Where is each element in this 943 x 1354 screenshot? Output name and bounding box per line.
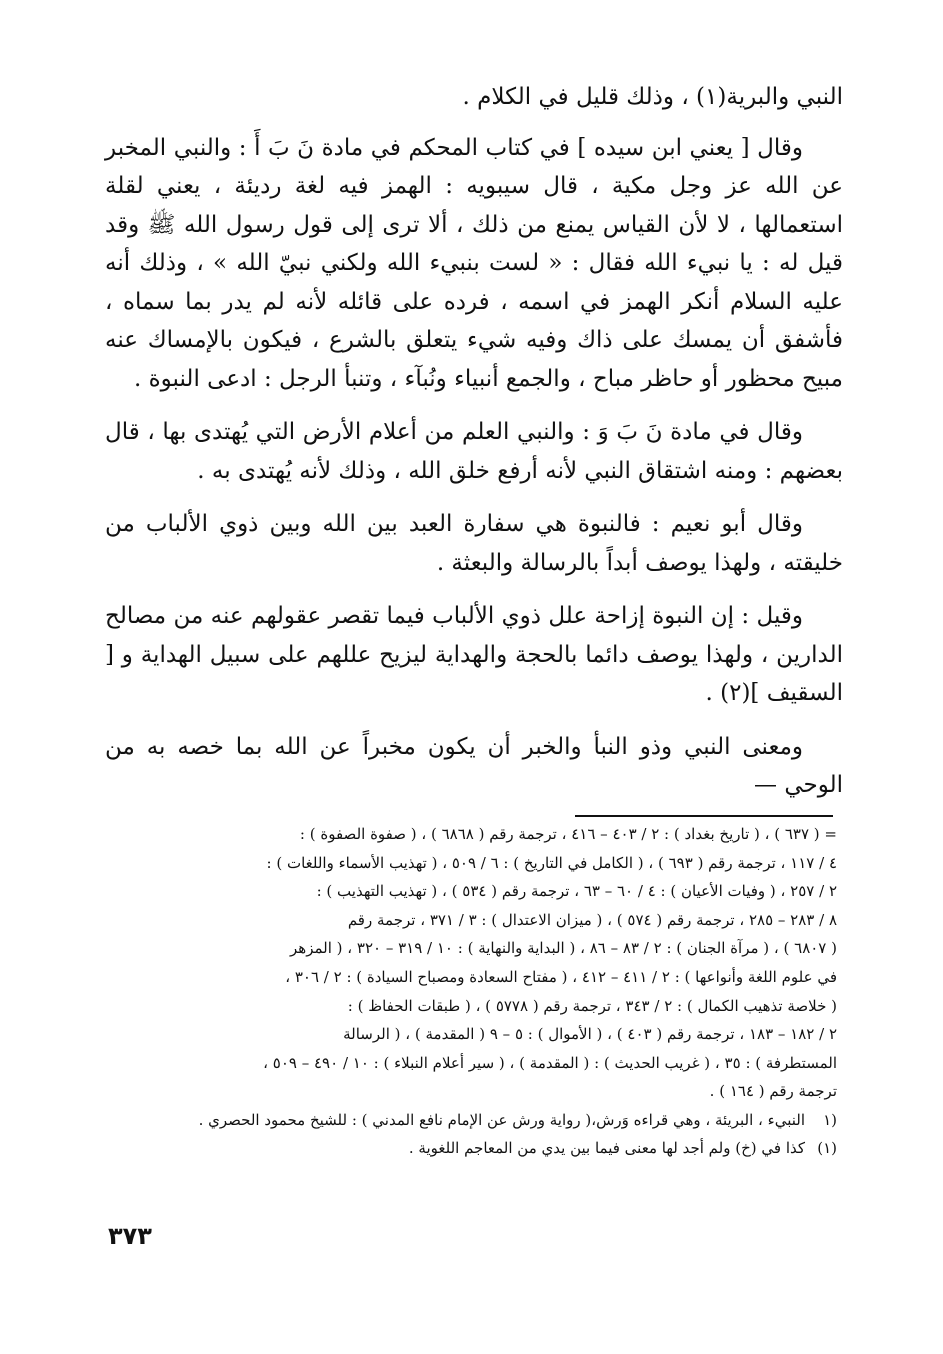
footnote — [107, 1106, 837, 1134]
note-line: ٨ / ٢٨٣ – ٢٨٥ ، ترجمة رقم ( ٥٧٤ ) ، ( ميزان الاعتدال ) : ٣ / ٣٧١ ، ترجمة رقم — [347, 910, 837, 929]
footnote-marker: (١ — [823, 1110, 837, 1129]
footnote — [107, 1134, 837, 1162]
paragraph: وقيل : إن النبوة إزاحة علل ذوي الألباب فيما تقصر عقولهم عنه من مصالح الدارين ، ولهذا يوصف دائما بالحجة والهداية ليزيح عللهم على سبيل الهداية و [ السقيف ](٢) . — [105, 603, 843, 706]
note-line: ٢ / ١٨٢ – ١٨٣ ، ترجمة رقم ( ٤٠٣ ) ، ( الأموال ) : ٥ – ٩ ( المقدمة ) ، ( الرسالة — [343, 1025, 837, 1044]
note-line: المستطرفة ) : ٣٥ ، ( غريب الحديث ) : ( المقدمة ) ، ( سير أعلام النبلاء ) : ١٠ / ٤٩٠ – ٥٠٩ ، — [263, 1053, 837, 1072]
paragraph: وقال أبو نعيم : فالنبوة هي سفارة العبد بين الله وبين ذوي الألباب من خليقته ، ولهذا يوصف أبداً بالرسالة والبعثة . — [105, 511, 843, 576]
footnotes-section — [107, 820, 837, 1162]
paragraph: وقال في مادة نَ بَ وَ : والنبي العلم من أعلام الأرض التي يُهتدى بها ، قال بعضهم : ومنه اشتقاق النبي لأنه أرفع خلق الله ، وذلك لأنه يُهتدى به . — [105, 419, 843, 484]
note-line: = ( ٦٣٧ ) ، ( تاريخ بغداد ) : ٢ / ٤٠٣ – ٤١٦ ، ترجمة رقم ( ٦٨٦٨ ) ، ( صفوة الصفوة ) : — [299, 825, 837, 843]
note-line: ترجمة رقم ( ١٦٤ ) . — [709, 1082, 837, 1101]
note-line: في علوم اللغة وأنواعها ) : ٢ / ٤١١ – ٤١٢ ، ( مفتاح السعادة ومصباح السيادة ) : ٢ / ٣٠٦ ، — [285, 967, 837, 986]
note-line: ٢ / ٢٥٧ ، ( وفيات الأعيان ) : ٤ / ٦٠ – ٦٣ ، ترجمة رقم ( ٥٣٤ ) ، ( تهذيب التهذيب ) : — [316, 882, 837, 901]
note-line: ( خلاصة تذهيب الكمال ) : ٢ / ٣٤٣ ، ترجمة رقم ( ٥٧٧٨ ) ، ( طبقات الحفاظ ) : — [347, 996, 837, 1015]
page-number: ٣٧٣ — [108, 1222, 152, 1250]
footnote-marker: (١) — [817, 1138, 837, 1157]
footnote-separator — [575, 815, 833, 817]
paragraph: وقال [ يعني ابن سيده ] في كتاب المحكم في مادة نَ بَ أَ : والنبي المخبر عن الله عز وجل مكية ، قال سيبويه : الهمز فيه لغة رديئة ، يعني لقلة استعمالها ، لا لأن القياس يمنع من ذلك ، ألا ترى إلى قول رسول الله ﷺ وقد قيل له : يا نبيء الله فقال : « لست بنبيء الله ولكني نبيّ الله » ، وذلك أنه عليه السلام أنكر الهمز في اسمه ، فرده على قائله لأنه لم يدر بما سماه ، فأشفق أن يمسك على ذاك وفيه شيء يتعلق بالشرع ، فيكون بالإمساك عنه مبيح محظور أو حاظر مباح ، والجمع أنبياء ونُبآء ، وتنبأ الرجل : ادعى النبوة . — [105, 134, 843, 392]
note-line: ٤ / ١١٧ ، ترجمة رقم ( ٦٩٣ ) ، ( الكامل في التاريخ ) : ٦ / ٥٠٩ ، ( تهذيب الأسماء واللغات ) : — [266, 853, 837, 872]
paragraph: ومعنى النبي وذو النبأ والخبر أن يكون مخبراً عن الله بما خصه به من الوحي — — [105, 733, 843, 798]
footnote-text: النبيء ، البريئة ، وهي قراءه وَرش،( رواية ورش عن الإمام نافع المدني ) : للشيخ محمود الحصري . — [198, 1110, 805, 1129]
main-text — [105, 78, 843, 820]
note-line: ( ٦٨٠٧ ) ، ( مرآة الجنان ) : ٢ / ٨٣ – ٨٦ ، ( البداية والنهاية ) : ١٠ / ٣١٩ – ٣٢٠ ، ( المزهر — [290, 939, 837, 958]
footnote-text: كذا في (خ) ولم أجد لها معنى فيما بين يدي من المعاجم اللغوية . — [408, 1138, 805, 1157]
paragraph: النبي والبرية(١) ، وذلك قليل في الكلام . — [462, 84, 843, 110]
